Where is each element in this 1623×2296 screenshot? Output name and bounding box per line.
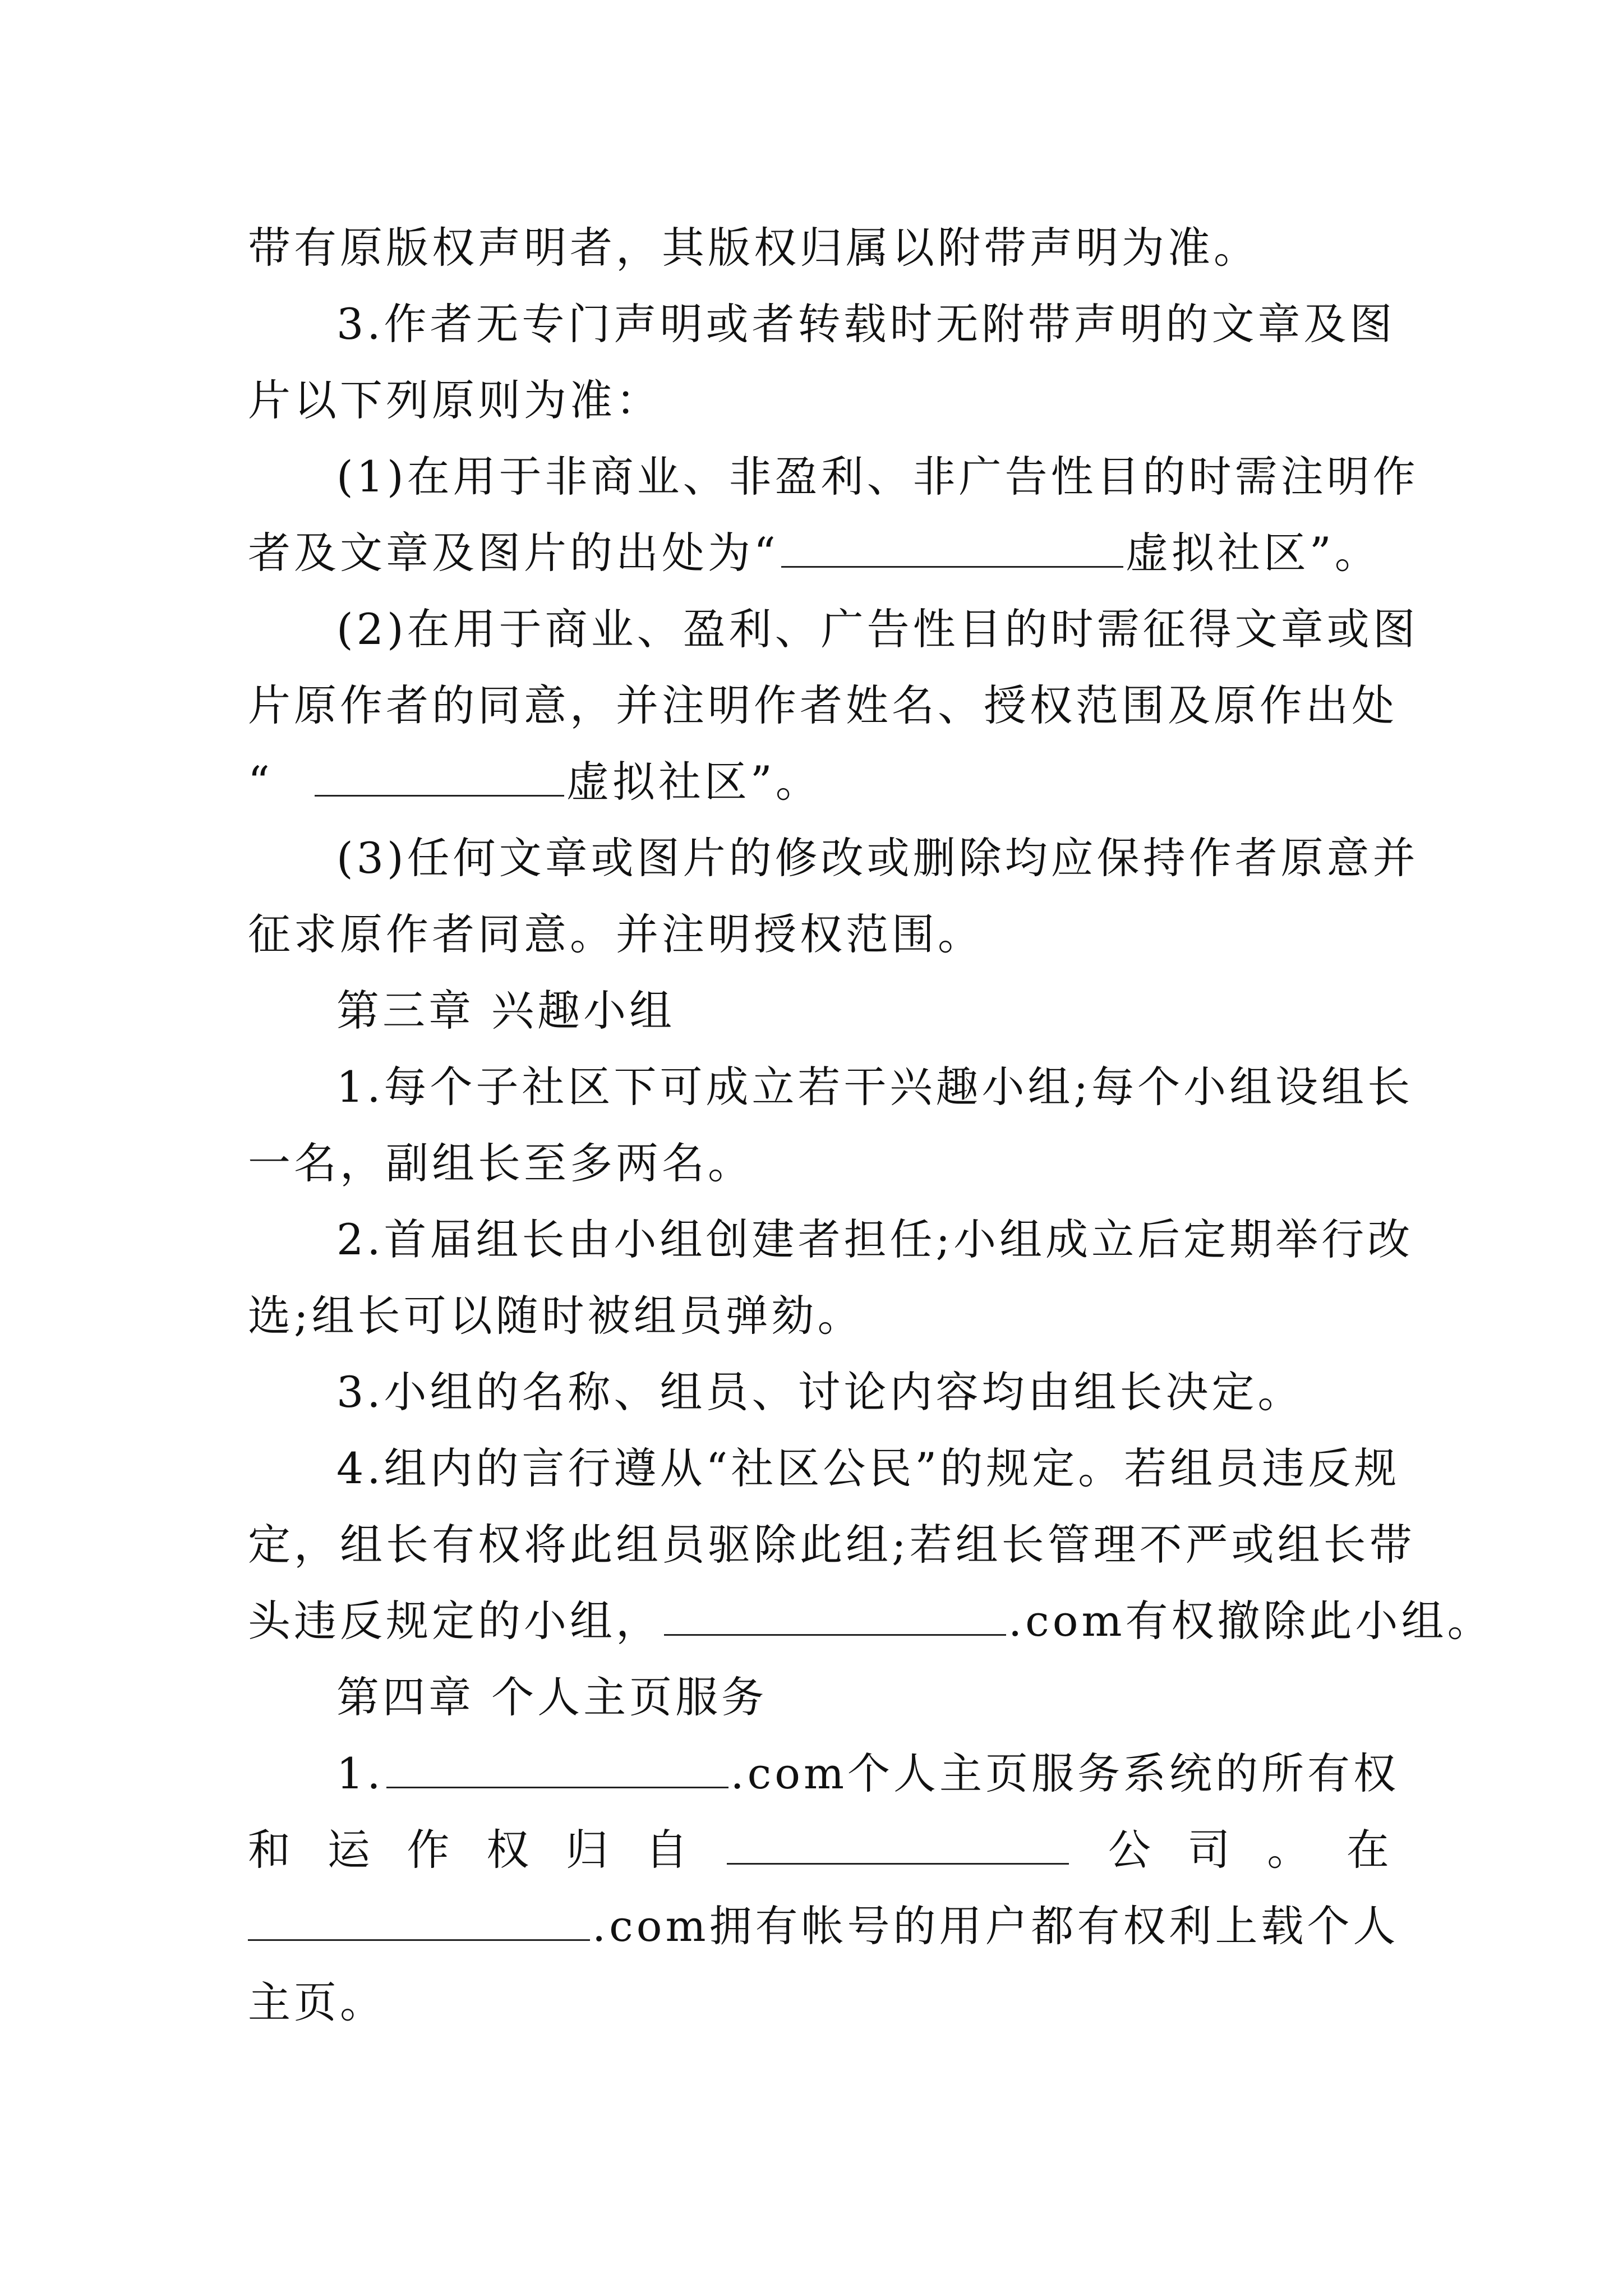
text-segment: .com个人主页服务系统的所有权 bbox=[730, 1749, 1400, 1798]
fill-in-blank bbox=[781, 526, 1123, 568]
paragraph-line: 一名，副组长至多两名。 bbox=[248, 1138, 754, 1188]
paragraph-line bbox=[248, 754, 1389, 810]
text-segment: 司 bbox=[1187, 1825, 1230, 1875]
paragraph-line: (3)任何文章或图片的修改或删除均应保持作者原意并 bbox=[336, 833, 1419, 883]
text-segment: .com有权撤除此小组。 bbox=[1008, 1596, 1493, 1646]
fill-in-blank bbox=[664, 1594, 1006, 1636]
text-segment: .com拥有帐号的用户都有权利上载个人 bbox=[592, 1901, 1399, 1951]
chapter-heading: 第四章 个人主页服务 bbox=[336, 1672, 768, 1722]
text-segment: 自 bbox=[645, 1825, 688, 1875]
fill-in-blank bbox=[386, 1746, 728, 1788]
text-segment: 权 bbox=[486, 1825, 529, 1875]
paragraph-line bbox=[248, 525, 1389, 581]
fill-in-blank bbox=[315, 754, 564, 797]
text-segment: 虚拟社区”。 bbox=[1125, 528, 1381, 578]
text-segment: 头违反规定的小组， bbox=[248, 1596, 662, 1646]
paragraph-line: 片原作者的同意，并注明作者姓名、授权范围及原作出处 bbox=[248, 680, 1398, 730]
text-segment: 归 bbox=[565, 1825, 608, 1875]
paragraph-line: 2.首届组长由小组创建者担任;小组成立后定期举行改 bbox=[336, 1214, 1414, 1264]
text-segment: 和 bbox=[248, 1825, 291, 1875]
paragraph-line: 1.每个子社区下可成立若干兴趣小组;每个小组设组长 bbox=[336, 1062, 1414, 1112]
fill-in-blank bbox=[727, 1823, 1069, 1865]
paragraph-line bbox=[248, 1822, 1389, 1878]
text-segment: 在 bbox=[1346, 1825, 1389, 1875]
paragraph-line: 4.组内的言行遵从“社区公民”的规定。若组员违反规 bbox=[336, 1443, 1400, 1493]
paragraph-line: 征求原作者同意。并注明授权范围。 bbox=[248, 909, 984, 959]
text-segment: 作 bbox=[407, 1825, 450, 1875]
paragraph-line: 主页。 bbox=[248, 1977, 386, 2027]
fill-in-blank bbox=[248, 1899, 590, 1941]
text-segment: 1. bbox=[336, 1749, 384, 1798]
paragraph-line: 片以下列原则为准： bbox=[248, 375, 662, 425]
text-segment: 公 bbox=[1108, 1825, 1151, 1875]
paragraph-line bbox=[336, 1746, 1400, 1802]
chapter-heading: 第三章 兴趣小组 bbox=[336, 986, 676, 1036]
paragraph-line: 定，组长有权将此组员驱除此组;若组长管理不严或组长带 bbox=[248, 1520, 1415, 1570]
paragraph-line: (1)在用于非商业、非盈利、非广告性目的时需注明作 bbox=[336, 452, 1419, 501]
text-segment: 运 bbox=[327, 1825, 370, 1875]
text-segment: 者及文章及图片的出处为“ bbox=[248, 528, 779, 578]
paragraph-line bbox=[248, 1593, 1493, 1649]
paragraph-line: (2)在用于商业、盈利、广告性目的时需征得文章或图 bbox=[336, 604, 1419, 654]
paragraph-line: 3.作者无专门声明或者转载时无附带声明的文章及图 bbox=[336, 299, 1396, 349]
text-segment: “ bbox=[248, 757, 273, 807]
paragraph-line: 带有原版权声明者，其版权归属以附带声明为准。 bbox=[248, 223, 1260, 273]
paragraph-line: 选;组长可以随时被组员弹劾。 bbox=[248, 1291, 864, 1341]
paragraph-line bbox=[248, 1898, 1399, 1954]
text-segment: 虚拟社区”。 bbox=[566, 757, 822, 807]
text-segment: 。 bbox=[1267, 1825, 1310, 1875]
paragraph-line: 3.小组的名称、组员、讨论内容均由组长决定。 bbox=[336, 1367, 1304, 1417]
